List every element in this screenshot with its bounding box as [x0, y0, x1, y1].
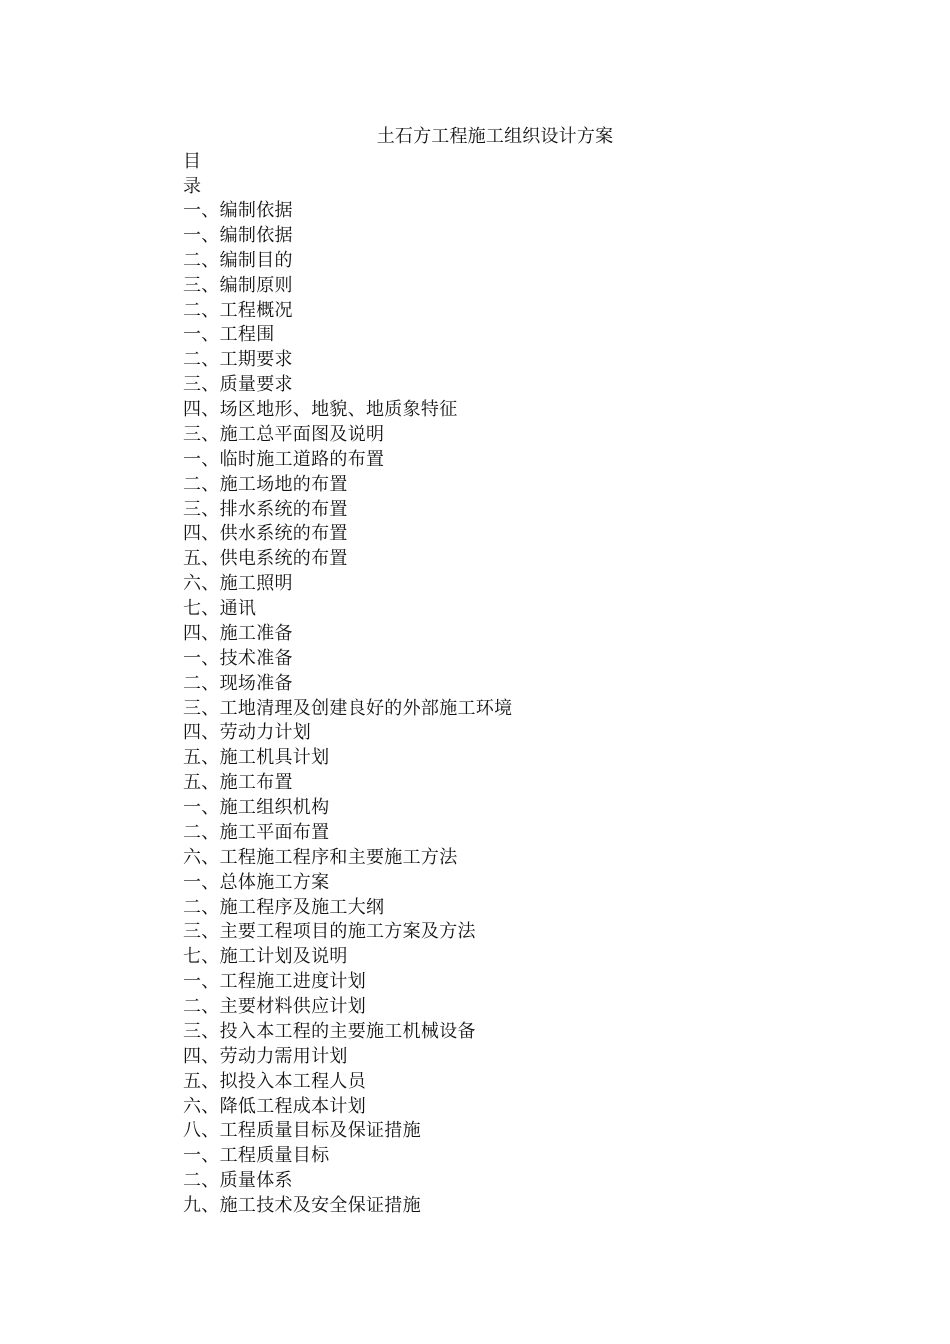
toc-entry: 一、编制依据: [183, 200, 293, 221]
toc-entry: 六、施工照明: [183, 573, 293, 595]
toc-entry: 一、技术准备: [183, 647, 293, 669]
toc-entry: 五、供电系统的布置: [183, 548, 348, 570]
document-title: 土石方工程施工组织设计方案: [376, 126, 614, 147]
toc-entry: 七、通讯: [183, 598, 257, 619]
toc-entry: 三、排水系统的布置: [183, 498, 348, 520]
toc-entry: 二、施工场地的布置: [183, 473, 348, 495]
toc-entry: 六、降低工程成本计划: [183, 1095, 366, 1117]
toc-entry: 一、工程质量目标: [183, 1145, 330, 1167]
toc-entry: 七、施工计划及说明: [183, 946, 348, 968]
toc-entry: 一、编制依据: [183, 224, 293, 246]
toc-entry: 一、施工组织机构: [183, 797, 330, 818]
toc-entry: 四、劳动力需用计划: [183, 1045, 348, 1067]
toc-entry: 五、施工布置: [183, 772, 293, 794]
toc-entry: 四、施工准备: [183, 622, 293, 644]
table-of-contents: [183, 199, 512, 1219]
toc-entry: 二、质量体系: [183, 1170, 293, 1192]
toc-entry: 二、编制目的: [183, 249, 293, 271]
toc-entry: 一、工程施工进度计划: [183, 971, 366, 993]
toc-entry: 二、施工程序及施工大纲: [183, 896, 385, 918]
toc-entry: 三、质量要求: [183, 374, 293, 396]
toc-entry: 二、工期要求: [183, 349, 293, 371]
toc-entry: 二、施工平面布置: [183, 821, 330, 843]
toc-entry: 三、工地清理及创建良好的外部施工环境: [183, 697, 513, 719]
toc-entry: 一、临时施工道路的布置: [183, 448, 385, 470]
toc-entry: 八、工程质量目标及保证措施: [183, 1120, 421, 1142]
toc-entry: 九、施工技术及安全保证措施: [183, 1195, 421, 1216]
toc-entry: 四、劳动力计划: [183, 722, 312, 744]
toc-entry: 四、供水系统的布置: [183, 523, 348, 545]
toc-heading-line2: 录: [183, 176, 201, 197]
toc-entry: 一、工程围: [183, 324, 275, 346]
toc-entry: 二、工程概况: [183, 299, 293, 321]
toc-entry: 三、主要工程项目的施工方案及方法: [183, 921, 476, 943]
toc-entry: 一、总体施工方案: [183, 871, 330, 893]
toc-entry: 三、编制原则: [183, 274, 293, 296]
toc-entry: 四、场区地形、地貌、地质象特征: [183, 399, 458, 420]
toc-entry: 六、工程施工程序和主要施工方法: [183, 846, 458, 868]
toc-entry: 二、主要材料供应计划: [183, 996, 366, 1017]
toc-entry: 三、施工总平面图及说明: [183, 423, 385, 445]
toc-heading-line1: 目: [183, 151, 201, 172]
toc-entry: 二、现场准备: [183, 672, 293, 694]
toc-entry: 五、施工机具计划: [183, 747, 330, 769]
toc-entry: 五、拟投入本工程人员: [183, 1070, 366, 1092]
toc-entry: 三、投入本工程的主要施工机械设备: [183, 1020, 476, 1042]
